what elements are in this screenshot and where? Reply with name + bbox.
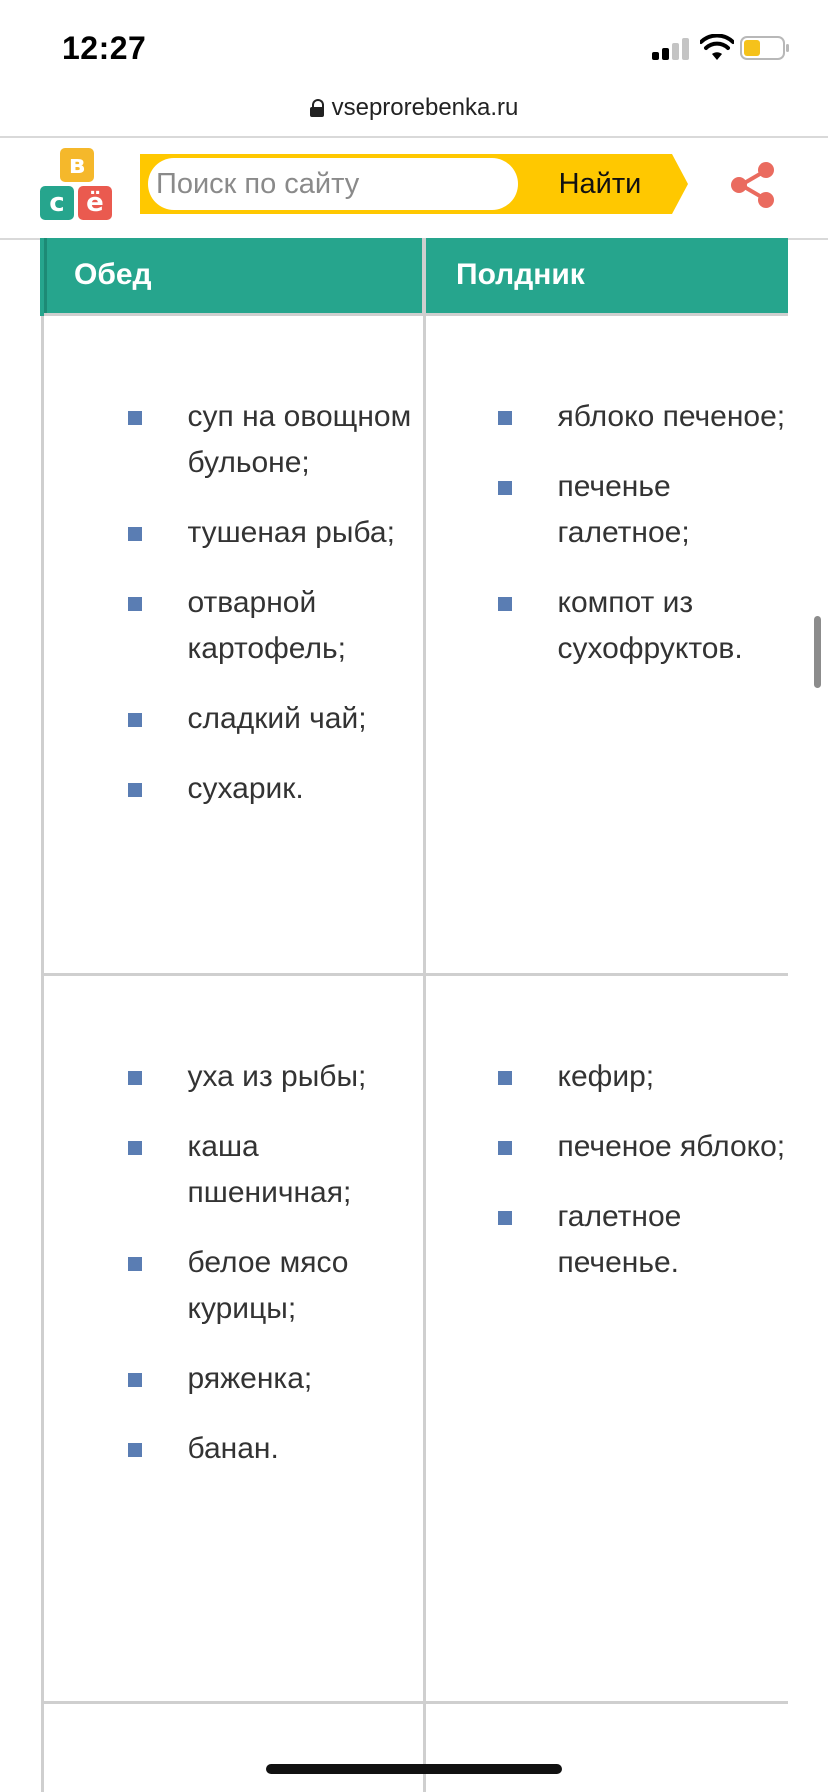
logo-block-yo: ё (78, 186, 112, 220)
bullet-square-icon (128, 1071, 142, 1085)
snack-cell (424, 314, 788, 974)
menu-table-container (40, 238, 788, 1792)
bullet-square-icon (128, 1257, 142, 1271)
lock-icon (310, 99, 324, 117)
bullet-square-icon (498, 411, 512, 425)
column-header-lunch: Обед (42, 238, 424, 314)
site-logo[interactable] (38, 148, 116, 226)
bullet-square-icon (498, 1141, 512, 1155)
search-form (140, 154, 688, 214)
logo-block-v: в (60, 148, 94, 182)
snack-cell (424, 1702, 788, 1792)
bullet-square-icon (498, 1071, 512, 1085)
list-item: компот из сухофруктов. (498, 580, 789, 672)
bullet-square-icon (128, 527, 142, 541)
bullet-square-icon (128, 1443, 142, 1457)
signal-icon (652, 38, 690, 60)
lunch-cell (42, 1702, 424, 1792)
bullet-square-icon (128, 1373, 142, 1387)
table-row (42, 314, 788, 974)
bullet-square-icon (128, 1141, 142, 1155)
list-item: ряженка; (128, 1356, 423, 1402)
list-item: галетное печенье. (498, 1194, 789, 1286)
status-time: 12:27 (62, 30, 147, 66)
list-item: белое мясо курицы; (128, 1240, 423, 1332)
bullet-square-icon (128, 783, 142, 797)
url-domain: vseprorebenka.ru (331, 94, 519, 121)
status-bar (0, 0, 828, 92)
lunch-list (44, 394, 423, 812)
lunch-list (44, 1054, 423, 1472)
page-scrollbar[interactable] (814, 616, 821, 688)
list-item: тушеная рыба; (128, 510, 423, 556)
table-row (42, 974, 788, 1702)
list-item: каша пшеничная; (128, 1124, 423, 1216)
list-item: кефир; (498, 1054, 789, 1100)
lunch-cell (42, 974, 424, 1702)
list-item: сухарик. (128, 766, 423, 812)
share-icon[interactable] (728, 160, 778, 210)
home-indicator[interactable] (266, 1764, 562, 1774)
list-item: яблоко печеное; (498, 394, 789, 440)
list-item: сладкий чай; (128, 696, 423, 742)
search-input[interactable] (148, 158, 518, 210)
column-header-snack: Полдник (424, 238, 788, 314)
search-button[interactable]: Найти (558, 168, 642, 200)
list-item: суп на овощном бульоне; (128, 394, 423, 486)
snack-cell (424, 974, 788, 1702)
bullet-square-icon (128, 411, 142, 425)
list-item: уха из рыбы; (128, 1054, 423, 1100)
snack-list (426, 1054, 789, 1286)
table-row (42, 1702, 788, 1792)
bullet-square-icon (128, 597, 142, 611)
menu-table (40, 238, 788, 1792)
list-item: печенье галетное; (498, 464, 789, 556)
snack-list (426, 394, 789, 672)
bullet-square-icon (498, 1211, 512, 1225)
site-header (0, 136, 828, 240)
url-bar[interactable] (0, 92, 828, 136)
battery-icon (740, 36, 790, 60)
bullet-square-icon (128, 713, 142, 727)
wifi-icon (700, 34, 734, 62)
bullet-square-icon (498, 481, 512, 495)
list-item: банан. (128, 1426, 423, 1472)
list-item: отварной картофель; (128, 580, 423, 672)
logo-block-s: с (40, 186, 74, 220)
list-item: печеное яблоко; (498, 1124, 789, 1170)
bullet-square-icon (498, 597, 512, 611)
lunch-cell (42, 314, 424, 974)
